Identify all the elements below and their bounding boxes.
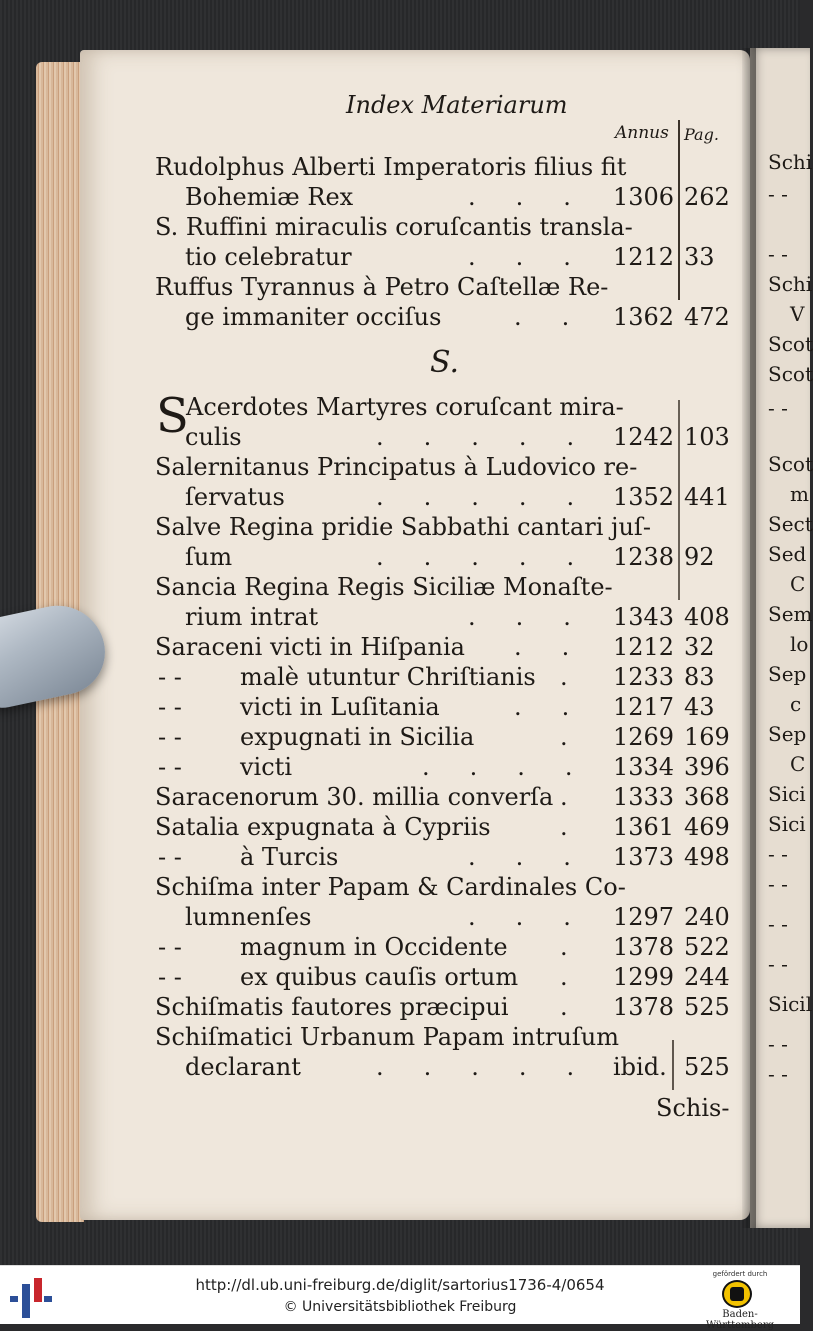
entry-year: 1299 bbox=[613, 963, 675, 991]
entry-text: victi bbox=[240, 753, 292, 781]
entry-year: 1217 bbox=[613, 693, 675, 721]
entry-year: 1343 bbox=[613, 603, 675, 631]
index-entry bbox=[0, 632, 760, 662]
entry-year: 1212 bbox=[613, 243, 675, 271]
entry-year: 1333 bbox=[613, 783, 675, 811]
index-entry bbox=[0, 272, 760, 302]
facing-page-fragment: Scot bbox=[768, 332, 813, 356]
sponsor-caption: gefördert durch bbox=[712, 1270, 768, 1278]
index-entry bbox=[0, 542, 760, 572]
entry-page: 368 bbox=[684, 783, 730, 811]
entry-text: Schiſma inter Papam & Cardinales Co- bbox=[155, 873, 626, 901]
entry-text: malè utuntur Chriſtianis bbox=[240, 663, 536, 691]
entry-text: ſum bbox=[185, 543, 233, 571]
index-entry bbox=[0, 962, 760, 992]
index-entry bbox=[0, 1022, 760, 1052]
facing-page-fragment: Schi bbox=[768, 272, 813, 296]
facing-page-fragment: - - bbox=[768, 1062, 788, 1086]
facing-page-fragment: - - bbox=[768, 182, 788, 206]
leader-dots: .. bbox=[514, 693, 610, 721]
index-entry bbox=[0, 572, 760, 602]
leader-dots: . bbox=[560, 723, 608, 751]
copyright: © Universitätsbibliothek Freiburg bbox=[283, 1299, 517, 1315]
facing-page-fragment: C bbox=[790, 752, 806, 776]
entry-text: Bohemiæ Rex bbox=[185, 183, 354, 211]
leader-dots: .. bbox=[514, 303, 610, 331]
index-entry bbox=[0, 662, 760, 692]
leader-dots: ... bbox=[468, 243, 611, 271]
facing-page-fragment: - - bbox=[768, 396, 788, 420]
entry-text: Sancia Regina Regis Siciliæ Monaſte- bbox=[155, 573, 613, 601]
entry-year: 1361 bbox=[613, 813, 675, 841]
column-header-annus: Annus bbox=[615, 123, 669, 143]
index-entry bbox=[0, 602, 760, 632]
facing-page-fragment: Sep bbox=[768, 722, 807, 746]
index-entry bbox=[0, 392, 760, 422]
entry-year: 1352 bbox=[613, 483, 675, 511]
leader-dots: . bbox=[560, 933, 608, 961]
entry-year: 1269 bbox=[613, 723, 675, 751]
leader-dots: .. bbox=[514, 633, 610, 661]
facing-page-fragment: Sici bbox=[768, 782, 806, 806]
index-entry bbox=[0, 452, 760, 482]
index-entry bbox=[0, 182, 760, 212]
entry-year: 1362 bbox=[613, 303, 675, 331]
entry-text: S. Ruffini miraculis coruſcantis transla- bbox=[155, 213, 633, 241]
catchword: Schis- bbox=[656, 1094, 730, 1122]
index-entry bbox=[0, 422, 760, 452]
entry-text: Saraceni victi in Hiſpania bbox=[155, 633, 465, 661]
index-entry bbox=[0, 932, 760, 962]
ditto-mark: - - bbox=[158, 663, 182, 691]
entry-text: ge immaniter occiſus bbox=[185, 303, 442, 331]
ditto-mark: - - bbox=[158, 693, 182, 721]
entry-page: 169 bbox=[684, 723, 730, 751]
facing-page-fragment: - - bbox=[768, 872, 788, 896]
entry-year: 1373 bbox=[613, 843, 675, 871]
leader-dots: . bbox=[560, 963, 608, 991]
leader-dots: ..... bbox=[376, 543, 615, 571]
leader-dots: . bbox=[560, 993, 608, 1021]
index-entry bbox=[0, 512, 760, 542]
index-entry bbox=[0, 902, 760, 932]
viewer-footer bbox=[0, 1265, 800, 1331]
entry-text: Rudolphus Alberti Imperatoris filius fit bbox=[155, 153, 627, 181]
entry-text: Satalia expugnata à Cypriis bbox=[155, 813, 491, 841]
index-entry bbox=[0, 992, 760, 1022]
entry-year: 1378 bbox=[613, 993, 675, 1021]
facing-page-fragment: - - bbox=[768, 842, 788, 866]
entry-text: declarant bbox=[185, 1053, 301, 1081]
entry-text: Acerdotes Martyres coruſcant mira- bbox=[186, 393, 624, 421]
facing-page-fragment: - - bbox=[768, 1032, 788, 1056]
entry-year: 1378 bbox=[613, 933, 675, 961]
entry-year: 1297 bbox=[613, 903, 675, 931]
entry-text: rium intrat bbox=[185, 603, 319, 631]
entry-year: 1334 bbox=[613, 753, 675, 781]
index-entry bbox=[0, 872, 760, 902]
leader-dots: .... bbox=[422, 753, 613, 781]
entry-page: 103 bbox=[684, 423, 730, 451]
entry-text: Salve Regina pridie Sabbathi cantari juſ- bbox=[155, 513, 651, 541]
ditto-mark: - - bbox=[158, 963, 182, 991]
entry-text: Ruffus Tyrannus à Petro Caſtellæ Re- bbox=[155, 273, 609, 301]
entry-year: 1212 bbox=[613, 633, 675, 661]
entry-year: 1233 bbox=[613, 663, 675, 691]
entry-page: 441 bbox=[684, 483, 730, 511]
index-entry bbox=[0, 482, 760, 512]
index-entry bbox=[0, 302, 760, 332]
facing-page-fragment: Scot bbox=[768, 362, 813, 386]
section-letter: S. bbox=[430, 345, 460, 380]
entry-text: Schiſmatici Urbanum Papam intruſum bbox=[155, 1023, 619, 1051]
entry-page: 525 bbox=[684, 993, 730, 1021]
entry-text: expugnati in Sicilia bbox=[240, 723, 475, 751]
index-entry bbox=[0, 842, 760, 872]
entry-page: 32 bbox=[684, 633, 715, 661]
facing-page-fragment: C bbox=[790, 572, 806, 596]
entry-page: 522 bbox=[684, 933, 730, 961]
entry-page: 472 bbox=[684, 303, 730, 331]
index-entry bbox=[0, 1052, 760, 1082]
facing-page-fragment: - - bbox=[768, 242, 788, 266]
facing-page-fragment: Scot bbox=[768, 452, 813, 476]
entry-year: 1306 bbox=[613, 183, 675, 211]
facing-page-fragment: Schi bbox=[768, 150, 813, 174]
entry-text: Schiſmatis fautores præcipui bbox=[155, 993, 509, 1021]
entry-text: magnum in Occidente bbox=[240, 933, 508, 961]
running-head: Index Materiarum bbox=[346, 91, 568, 119]
entry-page: 83 bbox=[684, 663, 715, 691]
column-header-pag: Pag. bbox=[684, 125, 719, 144]
leader-dots: ... bbox=[468, 903, 611, 931]
index-entry bbox=[0, 722, 760, 752]
leader-dots: ... bbox=[468, 603, 611, 631]
index-entry bbox=[0, 212, 760, 242]
facing-page-fragment: Sed bbox=[768, 542, 807, 566]
entry-year: 1238 bbox=[613, 543, 675, 571]
entry-text: Salernitanus Principatus à Ludovico re- bbox=[155, 453, 638, 481]
ditto-mark: - - bbox=[158, 753, 182, 781]
leader-dots: . bbox=[560, 663, 608, 691]
ditto-mark: - - bbox=[158, 843, 182, 871]
facing-page-fragment: - - bbox=[768, 912, 788, 936]
entry-text: victi in Luſitania bbox=[240, 693, 440, 721]
facing-page-fragment: m bbox=[790, 482, 809, 506]
leader-dots: ... bbox=[468, 843, 611, 871]
facing-page-fragment: Sicil bbox=[768, 992, 813, 1016]
entry-text: culis bbox=[185, 423, 242, 451]
facing-page-fragment: Sep bbox=[768, 662, 807, 686]
facing-page-fragment: Sici bbox=[768, 812, 806, 836]
facing-page-fragment: Sem bbox=[768, 602, 813, 626]
leader-dots: ..... bbox=[376, 483, 615, 511]
entry-page: 498 bbox=[684, 843, 730, 871]
entry-page: 469 bbox=[684, 813, 730, 841]
facing-page-fragment: lo bbox=[790, 632, 809, 656]
index-entry bbox=[0, 242, 760, 272]
entry-text: ex quibus cauſis ortum bbox=[240, 963, 519, 991]
entry-page: 525 bbox=[684, 1053, 730, 1081]
entry-page: 262 bbox=[684, 183, 730, 211]
leader-dots: . bbox=[560, 813, 608, 841]
index-entry bbox=[0, 812, 760, 842]
entry-text: Saracenorum 30. millia converſa bbox=[155, 783, 554, 811]
entry-text: à Turcis bbox=[240, 843, 339, 871]
index-entry bbox=[0, 782, 760, 812]
index-entry bbox=[0, 692, 760, 722]
permalink[interactable]: http://dl.ub.uni-freiburg.de/diglit/sartorius1736-4/0654 bbox=[195, 1276, 605, 1294]
leader-dots: ..... bbox=[376, 1053, 615, 1081]
facing-page-fragment: - - bbox=[768, 952, 788, 976]
sponsor-name: Baden-Württemberg bbox=[705, 1309, 775, 1331]
leader-dots: . bbox=[560, 783, 608, 811]
entry-page: 244 bbox=[684, 963, 730, 991]
entry-page: 396 bbox=[684, 753, 730, 781]
leader-dots: ..... bbox=[376, 423, 615, 451]
entry-text: tio celebratur bbox=[185, 243, 352, 271]
entry-page: 92 bbox=[684, 543, 715, 571]
facing-page-fragment: Sect bbox=[768, 512, 813, 536]
leader-dots: ... bbox=[468, 183, 611, 211]
drop-cap: S bbox=[156, 388, 189, 444]
entry-page: 43 bbox=[684, 693, 715, 721]
entry-page: 240 bbox=[684, 903, 730, 931]
entry-page: 408 bbox=[684, 603, 730, 631]
coat-of-arms-icon bbox=[722, 1280, 752, 1308]
ditto-mark: - - bbox=[158, 723, 182, 751]
entry-text: lumnenſes bbox=[185, 903, 312, 931]
entry-page: 33 bbox=[684, 243, 715, 271]
index-entry bbox=[0, 752, 760, 782]
entry-text: ſervatus bbox=[185, 483, 285, 511]
facing-page-fragment: V bbox=[790, 302, 805, 326]
entry-year: 1242 bbox=[613, 423, 675, 451]
index-entry bbox=[0, 152, 760, 182]
facing-page-fragment: c bbox=[790, 692, 802, 716]
entry-year: ibid. bbox=[613, 1053, 667, 1081]
ditto-mark: - - bbox=[158, 933, 182, 961]
